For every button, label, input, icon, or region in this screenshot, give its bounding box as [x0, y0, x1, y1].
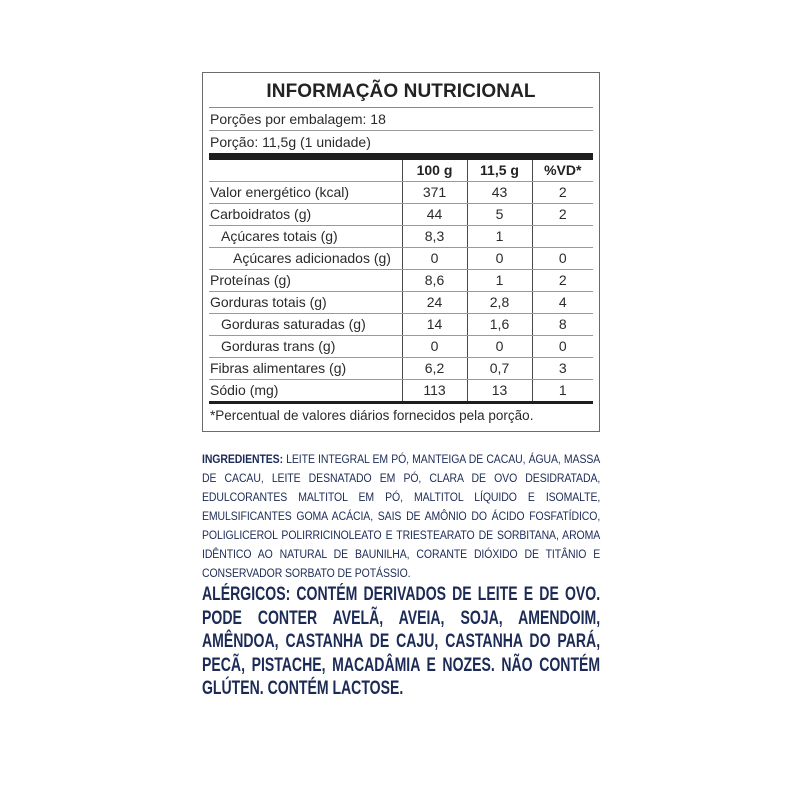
nutrient-table [209, 160, 593, 404]
table-row [209, 380, 593, 403]
nutrient-label: Açúcares totais (g) [209, 226, 402, 248]
header-per-serving: 11,5 g [467, 160, 532, 182]
nutrient-label: Gorduras saturadas (g) [209, 314, 402, 336]
value-per-100g: 113 [402, 380, 467, 403]
value-per-100g: 6,2 [402, 358, 467, 380]
daily-value-footnote: *Percentual de valores diários fornecidos pela porção. [210, 408, 534, 423]
value-per-100g: 8,6 [402, 270, 467, 292]
header-label [209, 160, 402, 182]
value-per-serving: 43 [467, 182, 532, 204]
value-per-100g: 371 [402, 182, 467, 204]
value-per-100g: 14 [402, 314, 467, 336]
value-daily-percent [532, 226, 593, 248]
ingredients-heading: INGREDIENTES: [202, 452, 284, 466]
nutrient-label: Sódio (mg) [209, 380, 402, 403]
nutrient-label: Proteínas (g) [209, 270, 402, 292]
table-row [209, 248, 593, 270]
value-per-serving: 0,7 [467, 358, 532, 380]
value-per-serving: 0 [467, 336, 532, 358]
header-daily-value: %VD* [532, 160, 593, 182]
value-per-serving: 1,6 [467, 314, 532, 336]
value-per-100g: 0 [402, 336, 467, 358]
nutrient-label: Valor energético (kcal) [209, 182, 402, 204]
thick-divider [209, 153, 593, 160]
table-row [209, 182, 593, 204]
value-per-serving: 5 [467, 204, 532, 226]
allergens-statement: ALÉRGICOS: CONTÉM DERIVADOS DE LEITE E DE OVO. PODE CONTER AVELÃ, AVEIA, SOJA, AMENDOIM, AMÊNDOA, CASTANHA DE CAJU, CASTANHA DO PARÁ, PECÃ, PISTACHE, MACADÂMIA E NOZES. NÃO CONTÉM GLÚTEN. CONTÉM LACTOSE. [202, 584, 601, 699]
nutrition-facts-table [202, 72, 600, 432]
serving-size: Porção: 11,5g (1 unidade) [210, 134, 371, 150]
nutrient-label: Gorduras trans (g) [209, 336, 402, 358]
value-daily-percent: 2 [532, 182, 593, 204]
value-daily-percent: 8 [532, 314, 593, 336]
value-per-100g: 44 [402, 204, 467, 226]
table-header-row [209, 160, 593, 182]
table-row [209, 270, 593, 292]
value-per-serving: 2,8 [467, 292, 532, 314]
table-row [209, 336, 593, 358]
value-daily-percent: 0 [532, 248, 593, 270]
value-daily-percent: 1 [532, 380, 593, 403]
value-daily-percent: 2 [532, 270, 593, 292]
ingredients-text: LEITE INTEGRAL EM PÓ, MANTEIGA DE CACAU, ÁGUA, MASSA DE CACAU, LEITE DESNATADO EM PÓ, CLARA DE OVO DESIDRATADA, EDULCORANTES MALTITOL EM PÓ, MALTITOL LÍQUIDO E ISOMALTE, EMULSIFICANTES GOMA ACÁCIA, SAIS DE AMÔNIO DO ÁCIDO FOSFATÍDICO, POLIGLICEROL POLIRRICINOLEATO E TRIESTEARATO DE SORBITANA, AROMA IDÊNTICO AO NATURAL DE BAUNILHA, CORANTE DIÓXIDO DE TITÂNIO E CONSERVADOR SORBATO DE POTÁSSIO. [202, 452, 601, 580]
value-per-serving: 1 [467, 270, 532, 292]
value-per-serving: 1 [467, 226, 532, 248]
table-row [209, 292, 593, 314]
servings-per-package: Porções por embalagem: 18 [209, 108, 593, 131]
nutrient-label: Fibras alimentares (g) [209, 358, 402, 380]
table-row [209, 314, 593, 336]
table-row [209, 358, 593, 380]
nutrient-label: Gorduras totais (g) [209, 292, 402, 314]
value-per-serving: 0 [467, 248, 532, 270]
value-daily-percent: 2 [532, 204, 593, 226]
nutrition-title: INFORMAÇÃO NUTRICIONAL [209, 73, 593, 108]
nutrient-label: Carboidratos (g) [209, 204, 402, 226]
value-per-serving: 13 [467, 380, 532, 403]
nutrient-label: Açúcares adicionados (g) [209, 248, 402, 270]
header-per-100g: 100 g [402, 160, 467, 182]
value-daily-percent: 0 [532, 336, 593, 358]
value-per-100g: 8,3 [402, 226, 467, 248]
value-per-100g: 0 [402, 248, 467, 270]
ingredients-list [202, 450, 600, 583]
value-daily-percent: 3 [532, 358, 593, 380]
value-daily-percent: 4 [532, 292, 593, 314]
table-row [209, 204, 593, 226]
value-per-100g: 24 [402, 292, 467, 314]
table-row [209, 226, 593, 248]
